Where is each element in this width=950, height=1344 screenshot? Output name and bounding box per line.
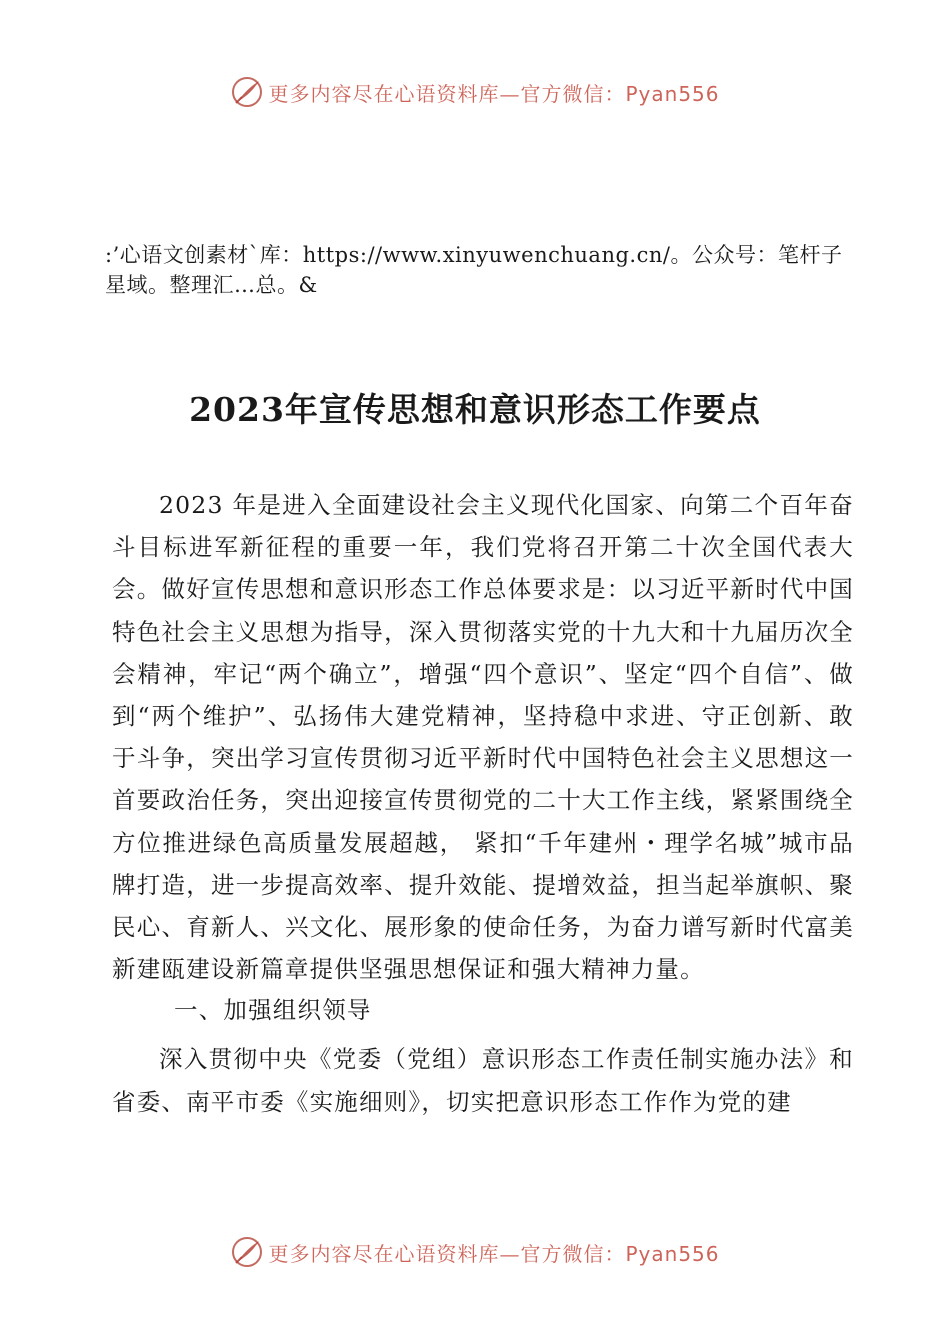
source-note: :’心语文创素材`库：https://www.xinyuwenchuang.cn/。公众号：笔杆子星域。整理汇…总。& bbox=[105, 243, 843, 297]
header-banner bbox=[0, 72, 950, 112]
section-paragraph: 深入贯彻中央《党委（党组）意识形态工作责任制实施办法》和省委、南平市委《实施细则》，切实把意识形态工作作为党的建 bbox=[112, 1045, 854, 1116]
footer-wechat-id: Pyan556 bbox=[625, 1241, 720, 1266]
footer-banner bbox=[0, 1232, 950, 1272]
header-banner-text: 更多内容尽在心语资料库—官方微信：Pyan556 bbox=[268, 81, 720, 106]
intro-paragraph: 2023 年是进入全面建设社会主义现代化国家、向第二个百年奋斗目标进军新征程的重要一年，我们党将召开第二十次全国代表大会。做好宣传思想和意识形态工作总体要求是：以习近平新时代中国特色社会主义思想为指导，深入贯彻落实党的十九大和十九届历次全会精神，牢记“两个确立”，增强“四个意识”、坚定“四个自信”、做到“两个维护”、弘扬伟大建党精神，坚持稳中求进、守正创新、敢于斗争，突出学习宣传贯彻习近平新时代中国特色社会主义思想这一首要政治任务，突出迎接宣传贯彻党的二十大工作主线，紧紧围绕全方位推进绿色高质量发展超越， 紧扣“千年建州・理学名城”城市品牌打造，进一步提高效率、提升效能、提增效益，担当起举旗帜、聚民心、育新人、兴文化、展形象的使命任务，为奋力谱写新时代富美新建瓯建设新篇章提供坚强思想保证和强大精神力量。 bbox=[112, 491, 854, 984]
feather-quill-logo-icon bbox=[230, 1235, 264, 1269]
document-body bbox=[112, 484, 854, 1123]
footer-banner-text: 更多内容尽在心语资料库—官方微信：Pyan556 bbox=[268, 1241, 720, 1266]
document-title: 2023年宣传思想和意识形态工作要点 bbox=[189, 390, 761, 429]
feather-quill-logo-icon bbox=[230, 75, 264, 109]
header-wechat-id: Pyan556 bbox=[625, 81, 720, 106]
section-heading: 一、加强组织领导 bbox=[174, 996, 372, 1025]
